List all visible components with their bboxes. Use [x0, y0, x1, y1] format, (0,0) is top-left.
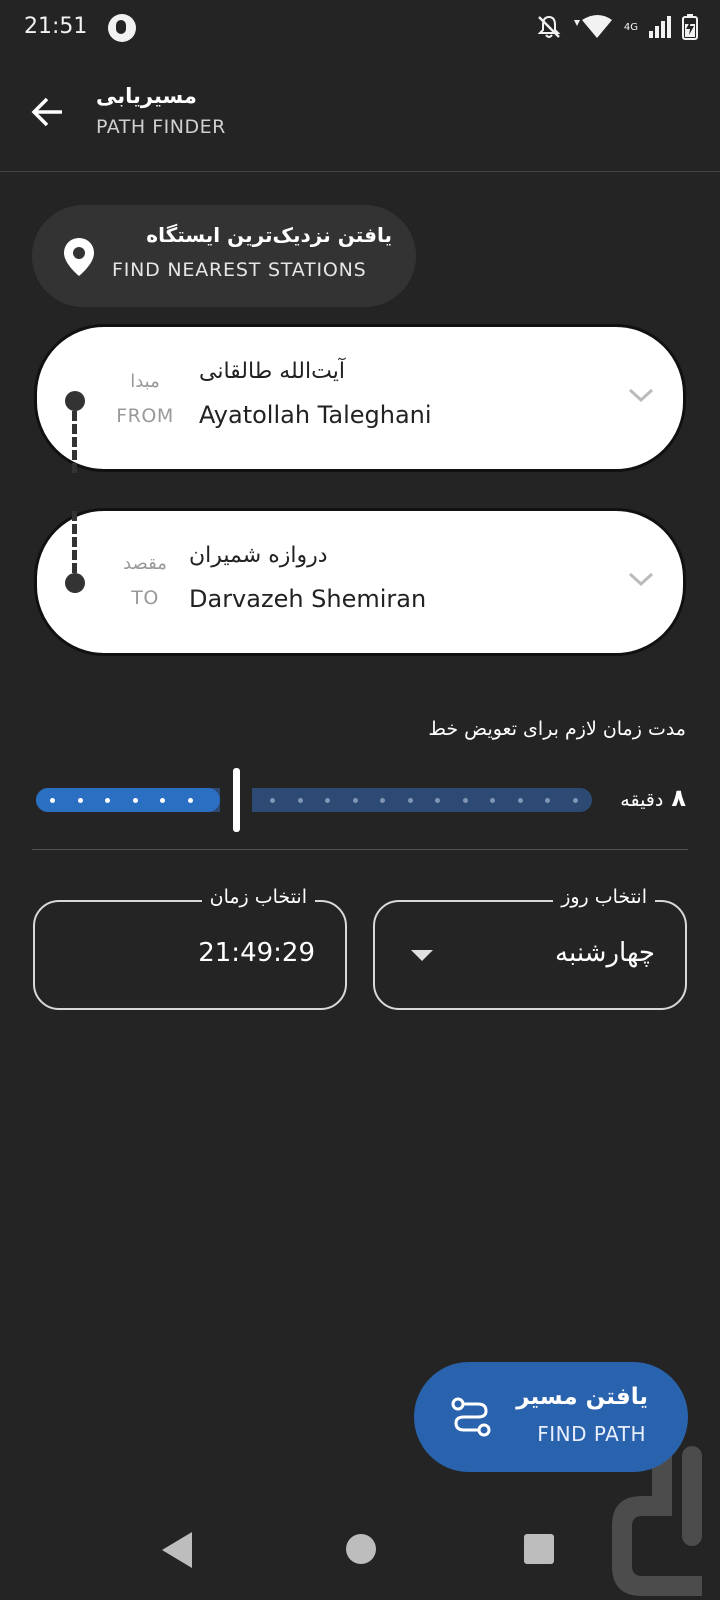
transfer-time-slider-track[interactable]: [36, 788, 592, 812]
find-path-label-en: FIND PATH: [537, 1422, 646, 1446]
find-path-label-fa: یافتن مسیر: [516, 1384, 648, 1410]
route-connector-line: [72, 511, 78, 573]
slider-tick-dot: [78, 798, 83, 803]
find-nearest-stations-button[interactable]: [32, 205, 416, 307]
slider-tick-dot: [463, 798, 468, 803]
slider-tick-dot: [518, 798, 523, 803]
destination-station-name-en: Darvazeh Shemiran: [189, 585, 427, 613]
origin-station-name-fa: آیت‌الله طالقانی: [199, 359, 345, 384]
back-button[interactable]: [28, 92, 68, 132]
origin-station-name-en: Ayatollah Taleghani: [199, 401, 432, 429]
transfer-time-unit: دقیقه: [620, 789, 664, 811]
find-nearest-label-fa: یافتن نزدیک‌ترین ایستگاه: [146, 223, 392, 247]
status-icons: [536, 14, 698, 40]
slider-tick-dot: [325, 798, 330, 803]
page-title-fa: مسیریابی: [96, 84, 197, 108]
origin-role-label-fa: مبدا: [130, 371, 160, 392]
notifications-off-icon: [536, 14, 562, 40]
slider-tick-dot: [353, 798, 358, 803]
wifi-icon: [572, 14, 614, 40]
day-field-value: چهارشنبه: [555, 938, 655, 968]
slider-tick-dot: [270, 798, 275, 803]
find-nearest-label-en: FIND NEAREST STATIONS: [112, 259, 367, 281]
slider-tick-dot: [573, 798, 578, 803]
origin-role-label-en: FROM: [116, 405, 174, 427]
transfer-time-value: [620, 784, 686, 812]
route-origin-dot: [65, 391, 85, 411]
page-title-en: PATH FINDER: [96, 116, 226, 138]
location-pin-icon: [62, 237, 96, 277]
destination-station-name-fa: دروازه شمیران: [189, 543, 328, 568]
slider-tick-dot: [435, 798, 440, 803]
arrow-back-icon: [30, 94, 66, 130]
destination-role-label-en: TO: [131, 587, 159, 609]
slider-tick-dot: [408, 798, 413, 803]
network-type-label: 4G: [623, 21, 638, 33]
nav-back-icon[interactable]: [162, 1532, 192, 1568]
slider-tick-dot: [188, 798, 193, 803]
transfer-time-number: ۸: [671, 784, 686, 812]
slider-tick-dot: [545, 798, 550, 803]
slider-tick-dot: [160, 798, 165, 803]
transfer-time-label: مدت زمان لازم برای تعویض خط: [428, 718, 686, 740]
day-select-field[interactable]: [373, 886, 687, 1010]
slider-tick-dot: [490, 798, 495, 803]
battery-charging-icon: [682, 14, 698, 40]
chevron-down-icon: [627, 569, 655, 589]
system-navigation-bar: [0, 1500, 720, 1600]
slider-tick-dot: [105, 798, 110, 803]
slider-tick-dot: [133, 798, 138, 803]
signal-icon: [648, 15, 672, 39]
nav-recents-icon[interactable]: [524, 1534, 554, 1564]
app-bar: [0, 62, 720, 172]
find-path-button[interactable]: [414, 1362, 688, 1472]
chevron-down-icon: [627, 385, 655, 405]
dropdown-arrow-icon: [411, 950, 433, 961]
transfer-time-slider-thumb[interactable]: [233, 768, 240, 832]
slider-tick-dot: [50, 798, 55, 803]
time-field-value: 21:49:29: [198, 938, 315, 968]
route-destination-dot: [65, 573, 85, 593]
status-time: 21:51: [24, 14, 88, 39]
day-field-label: انتخاب روز: [553, 886, 655, 908]
notification-app-icon: [108, 14, 136, 42]
time-field-label: انتخاب زمان: [202, 886, 315, 908]
route-connector-line: [72, 411, 78, 473]
destination-station-selector[interactable]: [34, 508, 686, 656]
divider: [32, 849, 688, 850]
route-icon: [450, 1396, 492, 1438]
origin-station-selector[interactable]: [34, 324, 686, 472]
time-select-field[interactable]: [33, 886, 347, 1010]
nav-home-icon[interactable]: [346, 1534, 376, 1564]
slider-tick-dot: [380, 798, 385, 803]
status-bar: [0, 0, 720, 62]
destination-role-label-fa: مقصد: [123, 553, 167, 574]
slider-tick-dot: [298, 798, 303, 803]
